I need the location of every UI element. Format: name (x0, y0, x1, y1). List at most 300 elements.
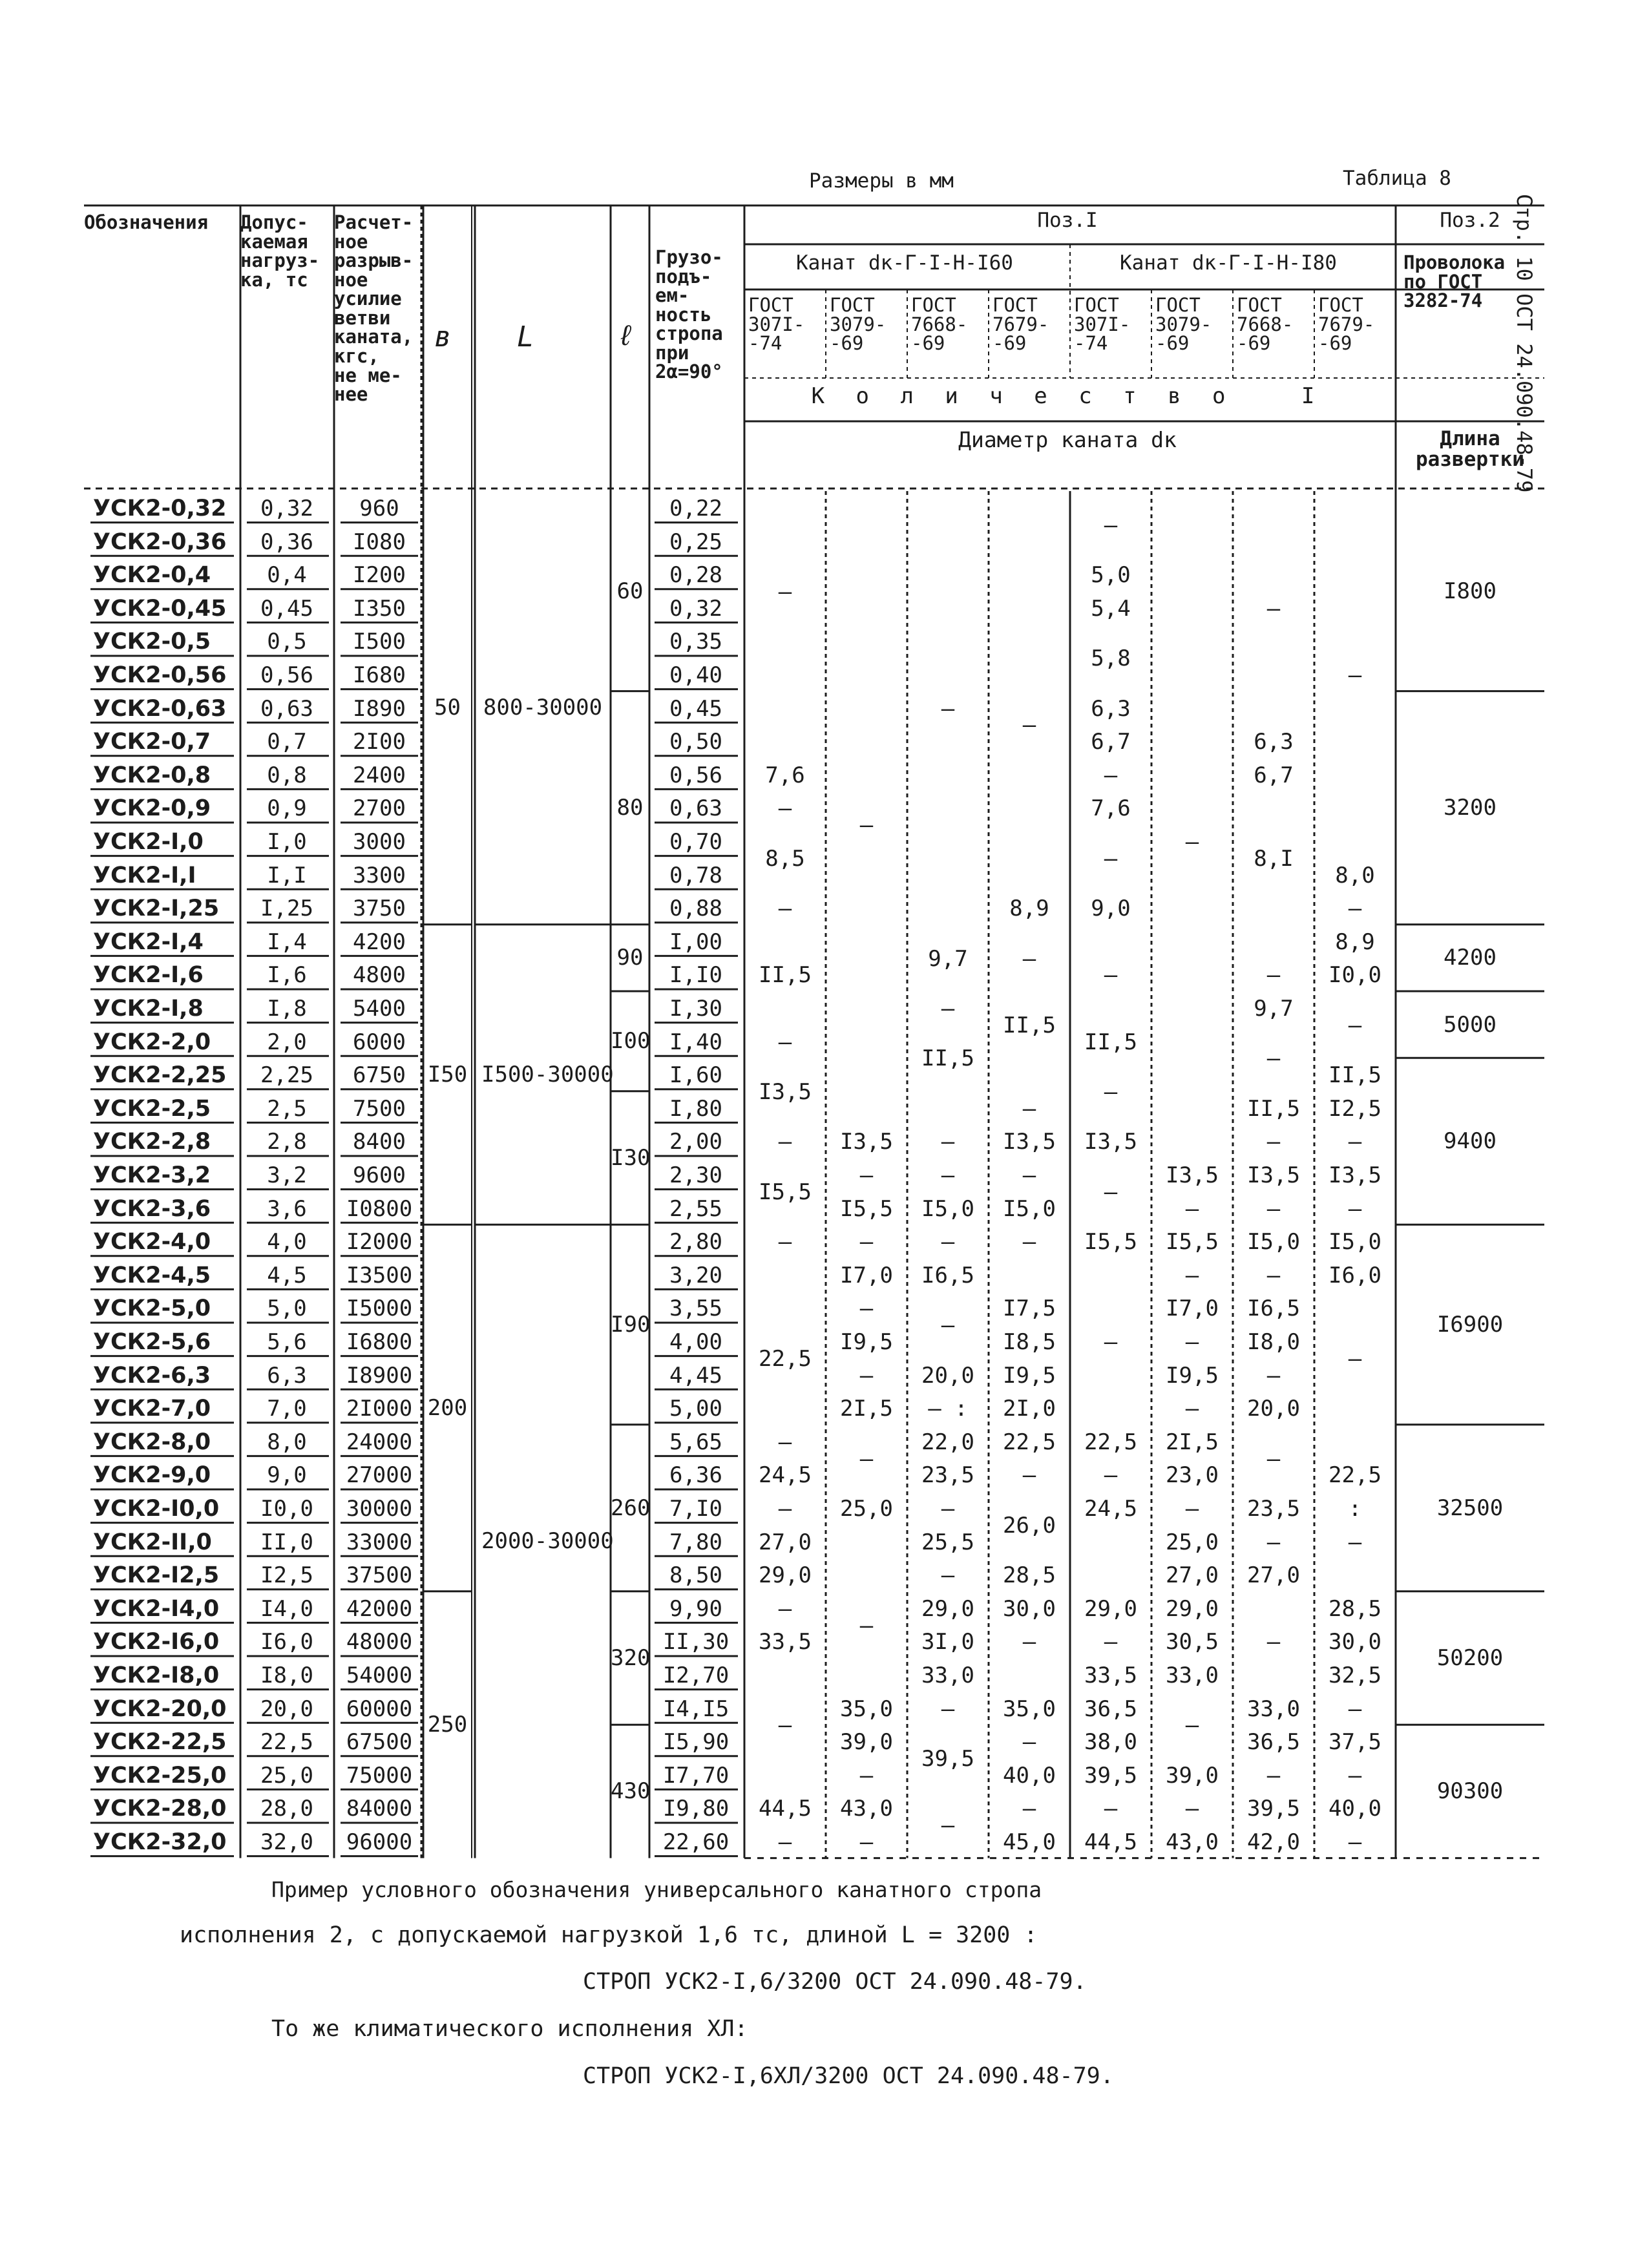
diameter-value: – (941, 1496, 955, 1522)
diameter-value: 9,7 (1254, 996, 1294, 1022)
group-L: 800-30000 (483, 695, 603, 721)
row-capacity: 7,I0 (669, 1496, 722, 1522)
diameter-value: 5,0 (1091, 562, 1131, 589)
row-force: 67500 (346, 1729, 413, 1756)
diameter-value: – (859, 1829, 874, 1855)
row-capacity: 5,65 (669, 1429, 722, 1455)
diameter-value: II,5 (1329, 1062, 1381, 1089)
gost-header: ГОСТ 307I- -74 (1074, 294, 1131, 355)
diameter-value: – (859, 1229, 874, 1255)
row-designation: УСК2-20,0 (93, 1696, 227, 1722)
group-l: 80 (616, 795, 644, 821)
diameter-value: 22,5 (1084, 1429, 1137, 1455)
diameter-value: – (1104, 1462, 1118, 1489)
row-designation: УСК2-0,56 (93, 662, 227, 688)
diameter-value: I5,5 (840, 1195, 893, 1222)
row-load: 4,0 (267, 1229, 307, 1255)
row-force: 7500 (353, 1095, 406, 1122)
diameter-value: I3,5 (1084, 1129, 1137, 1155)
diameter-value: 2I,5 (1166, 1429, 1219, 1455)
diameter-value: – (1266, 1445, 1281, 1472)
row-load: 0,9 (267, 795, 307, 822)
row-designation: УСК2-2,8 (93, 1129, 211, 1155)
side-reference: Стр. 10 ОСТ 24.090.48-79 (1512, 194, 1537, 493)
example-line-1: Пример условного обозначения универсального канатного стропа (271, 1877, 1042, 1902)
diameter-value: – (859, 1445, 874, 1472)
diameter-value: I6,5 (1247, 1296, 1300, 1322)
diameter-value: – (1266, 1529, 1281, 1555)
row-load: 0,63 (260, 695, 313, 722)
diameter-value: – (859, 1362, 874, 1389)
diameter-value: 22,0 (921, 1429, 974, 1455)
row-designation: УСК2-I8,0 (93, 1663, 220, 1688)
row-load: 2,8 (267, 1129, 307, 1155)
row-capacity: I,60 (669, 1062, 722, 1089)
diameter-value: 36,5 (1247, 1729, 1300, 1756)
diameter-value: – (1022, 1462, 1036, 1489)
diameter-value: 8,I (1254, 845, 1294, 872)
diameter-value: – (1348, 1012, 1362, 1038)
diameter-value: – (1348, 896, 1362, 922)
row-designation: УСК2-5,6 (93, 1329, 211, 1355)
diameter-value: – (1185, 1712, 1199, 1739)
row-force: 24000 (346, 1429, 413, 1455)
row-force: 3300 (353, 862, 406, 888)
row-force: I890 (353, 695, 406, 722)
diameter-value: 33,0 (921, 1663, 974, 1688)
row-force: I350 (353, 595, 406, 622)
diameter-value: 6,7 (1091, 729, 1131, 755)
row-force: 96000 (346, 1829, 413, 1855)
rope160-label: Канат dк-Г-I-Н-I60 (796, 251, 1013, 275)
diameter-value: 30,5 (1166, 1629, 1219, 1655)
row-capacity: 22,60 (662, 1829, 730, 1855)
row-capacity: I,30 (669, 996, 722, 1022)
diameter-value: 33,5 (1084, 1663, 1137, 1688)
group-b: 250 (427, 1712, 468, 1738)
group-length: 90300 (1436, 1778, 1504, 1805)
diameter-value: – (859, 812, 874, 839)
row-force: 42000 (346, 1595, 413, 1622)
row-load: 8,0 (267, 1429, 307, 1455)
row-force: 6000 (353, 1029, 406, 1055)
row-designation: УСК2-I0,0 (93, 1496, 220, 1522)
group-l: 430 (611, 1778, 651, 1805)
row-designation: УСК2-0,5 (93, 629, 211, 655)
row-designation: УСК2-22,5 (93, 1729, 227, 1756)
row-designation: УСК2-3,2 (93, 1162, 211, 1188)
row-designation: УСК2-0,63 (93, 695, 227, 722)
row-load: 0,45 (260, 595, 313, 622)
diameter-value: – (1185, 1496, 1199, 1522)
row-capacity: 2,80 (669, 1229, 722, 1255)
row-capacity: 2,30 (669, 1162, 722, 1188)
row-load: I6,0 (260, 1629, 313, 1655)
row-capacity: 0,35 (669, 629, 722, 655)
group-b: I50 (427, 1062, 468, 1087)
row-capacity: I,I0 (669, 962, 722, 989)
group-length: 32500 (1436, 1495, 1504, 1521)
row-capacity: 0,45 (669, 695, 722, 722)
diameter-value: – (1022, 1229, 1036, 1255)
row-force: I200 (353, 562, 406, 589)
row-load: I,0 (267, 829, 307, 855)
example-line-2: исполнения 2, с допускаемой нагрузкой 1,6 тс, длиной L = 3200 : (180, 1922, 1038, 1948)
diameter-value: – (1185, 1396, 1199, 1422)
diameter-value: I3,5 (1247, 1162, 1300, 1188)
diameter-value: – (941, 1129, 955, 1155)
pos1-label: Поз.I (1037, 209, 1098, 232)
diameter-value: – (1104, 962, 1118, 989)
diameter-value: 3I,0 (921, 1629, 974, 1655)
group-l: I90 (611, 1312, 651, 1338)
row-force: 75000 (346, 1762, 413, 1789)
diameter-value: : (1348, 1496, 1362, 1522)
row-capacity: 2,00 (669, 1129, 722, 1155)
row-load: I0,0 (260, 1496, 313, 1522)
row-load: 2,25 (260, 1062, 313, 1089)
row-force: I680 (353, 662, 406, 688)
diameter-value: – (1266, 595, 1281, 622)
diameter-value: – (778, 795, 792, 822)
row-designation: УСК2-5,0 (93, 1296, 211, 1322)
diameter-value: 43,0 (1166, 1829, 1219, 1855)
row-force: 4200 (353, 929, 406, 955)
row-capacity: 0,70 (669, 829, 722, 855)
quantity-label: К о л и ч е с т в о I (811, 383, 1324, 409)
row-capacity: 3,20 (669, 1262, 722, 1288)
diameter-value: 2I,5 (840, 1396, 893, 1422)
row-designation: УСК2-I,6 (93, 962, 204, 989)
diameter-value: 2I,0 (1003, 1396, 1056, 1422)
row-capacity: I5,90 (662, 1729, 730, 1756)
diameter-value: 44,5 (759, 1796, 812, 1822)
col-force: Расчет- ное разрыв- ное усилие ветви каната, кгс, не ме- нее (334, 211, 414, 406)
length-label: Длина развертки (1416, 427, 1524, 471)
diameter-value: II,5 (1084, 1029, 1137, 1055)
diameter-value: 6,7 (1254, 762, 1294, 788)
row-load: 3,6 (267, 1195, 307, 1222)
row-load: 0,7 (267, 729, 307, 755)
rope180-label: Канат dк-Г-I-Н-I80 (1120, 251, 1337, 275)
diameter-value: – (1266, 1045, 1281, 1072)
row-load: 28,0 (260, 1796, 313, 1822)
diameter-value: 23,0 (1166, 1462, 1219, 1489)
row-designation: УСК2-0,45 (93, 595, 227, 622)
diameter-value: – (1266, 1362, 1281, 1389)
diameter-value: – (1348, 1696, 1362, 1722)
diameter-value: 23,5 (1247, 1496, 1300, 1522)
col-L: L (517, 320, 534, 353)
row-force: 48000 (346, 1629, 413, 1655)
diameter-value: 44,5 (1084, 1829, 1137, 1855)
gost-header: ГОСТ 307I- -74 (748, 294, 805, 355)
row-capacity: I9,80 (662, 1796, 730, 1822)
diameter-value: 6,3 (1091, 695, 1131, 722)
row-capacity: 0,63 (669, 795, 722, 822)
row-designation: УСК2-0,7 (93, 729, 211, 755)
diameter-value: 6,3 (1254, 729, 1294, 755)
diameter-value: – (1266, 1629, 1281, 1655)
row-capacity: 8,50 (669, 1562, 722, 1589)
col-load: Допус- каемая нагруз- ка, тс (240, 211, 320, 291)
diameter-value: 20,0 (921, 1362, 974, 1389)
diameter-value: I8,0 (1247, 1329, 1300, 1355)
row-capacity: I7,70 (662, 1762, 730, 1789)
diameter-value: I6,5 (921, 1262, 974, 1288)
row-force: 84000 (346, 1796, 413, 1822)
group-l: 90 (616, 945, 644, 971)
diameter-value: I7,0 (840, 1262, 893, 1288)
group-l: 260 (611, 1495, 651, 1521)
diameter-value: 33,0 (1247, 1696, 1300, 1722)
row-force: 60000 (346, 1696, 413, 1722)
row-load: I,8 (267, 996, 307, 1022)
diameter-value: – (1348, 662, 1362, 688)
diameter-value: 22,5 (1329, 1462, 1381, 1489)
diameter-value: I3,5 (1329, 1162, 1381, 1188)
group-b: 50 (434, 695, 461, 721)
row-force: 30000 (346, 1496, 413, 1522)
row-capacity: 5,00 (669, 1396, 722, 1422)
diameter-value: I3,5 (1166, 1162, 1219, 1188)
diameter-value: II,5 (759, 962, 812, 989)
row-force: I3500 (346, 1262, 413, 1288)
row-load: 9,0 (267, 1462, 307, 1489)
diameter-value: – (1185, 1796, 1199, 1822)
diameter-value: 25,0 (1166, 1529, 1219, 1555)
row-designation: УСК2-28,0 (93, 1796, 227, 1822)
row-load: I,25 (260, 896, 313, 922)
diameter-value: I9,5 (1166, 1362, 1219, 1389)
diameter-value: – (941, 1162, 955, 1188)
row-load: I,4 (267, 929, 307, 955)
diameter-value: 5,8 (1091, 646, 1131, 672)
diameter-value: I5,5 (759, 1179, 812, 1205)
table-number: Таблица 8 (1343, 167, 1451, 190)
row-capacity: 0,88 (669, 896, 722, 922)
diameter-value: 27,0 (1247, 1562, 1300, 1589)
diameter-value: 27,0 (759, 1529, 812, 1555)
row-load: 20,0 (260, 1696, 313, 1722)
row-capacity: 6,36 (669, 1462, 722, 1489)
diameter-value: 37,5 (1329, 1729, 1381, 1756)
row-force: 2I000 (346, 1396, 413, 1422)
row-force: 2700 (353, 795, 406, 822)
diameter-value: I9,5 (840, 1329, 893, 1355)
diameter-value: – : (928, 1396, 968, 1422)
example-line-5: СТРОП УСК2-I,6ХЛ/3200 ОСТ 24.090.48-79. (583, 2063, 1114, 2089)
row-force: I0800 (346, 1195, 413, 1222)
diameter-value: – (1022, 1095, 1036, 1122)
sizes-note: Размеры в мм (809, 169, 954, 193)
row-force: 33000 (346, 1529, 413, 1555)
row-designation: УСК2-4,0 (93, 1229, 211, 1255)
diameter-value: I5,5 (1166, 1229, 1219, 1255)
row-force: 3000 (353, 829, 406, 855)
row-force: 5400 (353, 996, 406, 1022)
col-capacity: Грузо- подъ- ем- ность стропа при 2α=90° (655, 246, 723, 383)
diameter-value: – (941, 1812, 955, 1839)
row-force: I6800 (346, 1329, 413, 1355)
row-capacity: 0,32 (669, 595, 722, 622)
row-capacity: II,30 (662, 1629, 730, 1655)
diameter-value: – (778, 1829, 792, 1855)
diameter-value: – (1104, 1629, 1118, 1655)
row-capacity: 3,55 (669, 1296, 722, 1322)
group-length: 3200 (1444, 795, 1497, 821)
diameter-value: – (1104, 1079, 1118, 1105)
diameter-value: I5,0 (1247, 1229, 1300, 1255)
row-load: 4,5 (267, 1262, 307, 1288)
diameter-value: – (1348, 1195, 1362, 1222)
group-length: 4200 (1444, 945, 1497, 971)
row-capacity: 9,90 (669, 1595, 722, 1622)
diameter-value: I3,5 (840, 1129, 893, 1155)
row-load: 0,32 (260, 496, 313, 521)
diameter-value: 5,4 (1091, 595, 1131, 622)
diameter-value: 27,0 (1166, 1562, 1219, 1589)
diameter-value: – (778, 1029, 792, 1055)
group-b: 200 (427, 1395, 468, 1421)
diameter-value: – (1022, 712, 1036, 739)
diameter-value: I8,5 (1003, 1329, 1056, 1355)
diameter-value: 8,0 (1335, 862, 1375, 888)
diameter-value: – (1022, 1629, 1036, 1655)
diameter-value: – (778, 1496, 792, 1522)
group-length: 9400 (1444, 1128, 1497, 1155)
diameter-value: 35,0 (1003, 1696, 1056, 1722)
diameter-value: 29,0 (1084, 1595, 1137, 1622)
row-load: 0,56 (260, 662, 313, 688)
group-length: 50200 (1436, 1645, 1504, 1671)
row-designation: УСК2-9,0 (93, 1462, 211, 1489)
row-capacity: 0,25 (669, 529, 722, 555)
row-designation: УСК2-II,0 (93, 1529, 212, 1555)
diameter-value: I9,5 (1003, 1362, 1056, 1389)
example-line-3: СТРОП УСК2-I,6/3200 ОСТ 24.090.48-79. (583, 1969, 1087, 1995)
diameter-value: 9,0 (1091, 896, 1131, 922)
row-load: 0,8 (267, 762, 307, 788)
row-designation: УСК2-0,32 (93, 496, 227, 521)
row-load: 5,0 (267, 1296, 307, 1322)
row-force: 2400 (353, 762, 406, 788)
diameter-value: 28,5 (1003, 1562, 1056, 1589)
diameter-value: – (859, 1612, 874, 1639)
diameter-value: 8,5 (765, 845, 805, 872)
row-designation: УСК2-I6,0 (93, 1629, 220, 1655)
row-designation: УСК2-I2,5 (93, 1562, 220, 1589)
diameter-value: 39,5 (1247, 1796, 1300, 1822)
diameter-value: – (1266, 1262, 1281, 1288)
row-force: I2000 (346, 1229, 413, 1255)
diameter-value: I2,5 (1329, 1095, 1381, 1122)
row-designation: УСК2-I,4 (93, 929, 204, 955)
diameter-label: Диаметр каната dк (958, 427, 1177, 452)
diameter-value: 45,0 (1003, 1829, 1056, 1855)
diameter-value: I3,5 (759, 1079, 812, 1105)
group-length: 5000 (1444, 1011, 1497, 1038)
diameter-value: 26,0 (1003, 1512, 1056, 1538)
diameter-value: 40,0 (1003, 1762, 1056, 1789)
diameter-value: – (1185, 1262, 1199, 1288)
row-load: 25,0 (260, 1762, 313, 1789)
diameter-value: – (778, 896, 792, 922)
diameter-value: I5,0 (921, 1195, 974, 1222)
diameter-value: I6,0 (1329, 1262, 1381, 1288)
diameter-value: – (941, 1229, 955, 1255)
col-l: ℓ (617, 319, 635, 352)
diameter-value: – (941, 1562, 955, 1589)
diameter-value: – (1185, 829, 1199, 855)
row-capacity: I4,I5 (662, 1696, 730, 1722)
gost-header: ГОСТ 7679- -69 (1318, 294, 1375, 355)
row-load: I4,0 (260, 1595, 313, 1622)
row-capacity: 0,50 (669, 729, 722, 755)
diameter-value: 36,5 (1084, 1696, 1137, 1722)
diameter-value: 22,5 (1003, 1429, 1056, 1455)
diameter-value: – (1104, 845, 1118, 872)
diameter-value: 39,0 (840, 1729, 893, 1756)
diameter-value: – (778, 1712, 792, 1739)
row-force: 960 (359, 496, 399, 521)
diameter-value: – (941, 695, 955, 722)
diameter-value: – (1104, 1796, 1118, 1822)
row-force: 4800 (353, 962, 406, 989)
row-load: 0,36 (260, 529, 313, 555)
diameter-value: 25,5 (921, 1529, 974, 1555)
group-L: 2000-30000 (481, 1528, 614, 1555)
row-designation: УСК2-3,6 (93, 1195, 211, 1222)
diameter-value: 25,0 (840, 1496, 893, 1522)
row-capacity: 0,56 (669, 762, 722, 788)
row-load: 0,5 (267, 629, 307, 655)
row-designation: УСК2-I,0 (93, 829, 204, 855)
diameter-value: – (1266, 1129, 1281, 1155)
row-designation: УСК2-I,I (93, 862, 196, 888)
diameter-value: 32,5 (1329, 1663, 1381, 1688)
diameter-value: 43,0 (840, 1796, 893, 1822)
group-length: I800 (1444, 578, 1497, 604)
gost-header: ГОСТ 7679- -69 (993, 294, 1049, 355)
group-length: I6900 (1436, 1312, 1504, 1338)
diameter-value: 30,0 (1003, 1595, 1056, 1622)
row-capacity: I,80 (669, 1095, 722, 1122)
diameter-value: 23,5 (921, 1462, 974, 1489)
diameter-value: 29,0 (1166, 1595, 1219, 1622)
row-capacity: I2,70 (662, 1663, 730, 1688)
diameter-value: 33,5 (759, 1629, 812, 1655)
diameter-value: – (859, 1296, 874, 1322)
diameter-value: 24,5 (759, 1462, 812, 1489)
diameter-value: – (1348, 1129, 1362, 1155)
diameter-value: 7,6 (1091, 795, 1131, 822)
row-force: I080 (353, 529, 406, 555)
row-designation: УСК2-0,8 (93, 762, 211, 788)
row-designation: УСК2-32,0 (93, 1829, 227, 1855)
row-force: 6750 (353, 1062, 406, 1089)
diameter-value: 30,0 (1329, 1629, 1381, 1655)
diameter-value: – (941, 1696, 955, 1722)
row-load: I8,0 (260, 1663, 313, 1688)
diameter-value: 29,0 (759, 1562, 812, 1589)
row-load: 0,4 (267, 562, 307, 589)
diameter-value: 35,0 (840, 1696, 893, 1722)
row-capacity: 0,40 (669, 662, 722, 688)
diameter-value: 39,5 (921, 1746, 974, 1772)
diameter-value: – (1104, 512, 1118, 538)
diameter-value: – (1104, 1179, 1118, 1205)
